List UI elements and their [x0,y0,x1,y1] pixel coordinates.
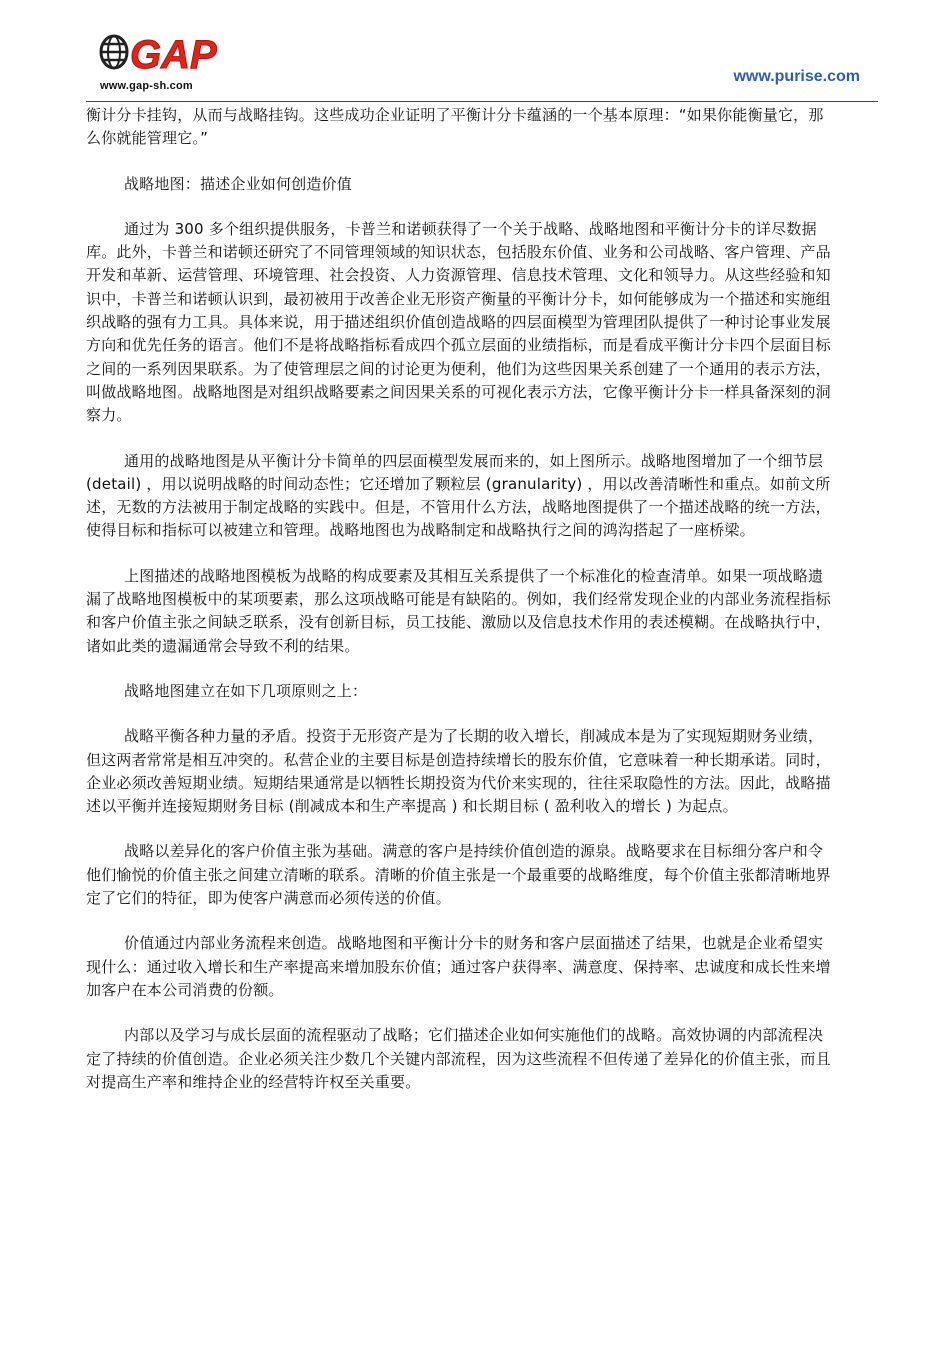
principle-paragraph: 价值通过内部业务流程来创造。战略地图和平衡计分卡的财务和客户层面描述了结果，也就是企业希望实现什么：通过收入增长和生产率提高来增加股东价值；通过客户获得率、满意度、保持率、忠诚度和成长性来增加客户在本公司消费的份额。 [86,934,831,999]
section-heading: 战略地图：描述企业如何创造价值 [124,174,353,193]
principle-paragraph: 战略以差异化的客户价值主张为基础。满意的客户是持续价值创造的源泉。战略要求在目标细分客户和令他们愉悦的价值主张之间建立清晰的联系。清晰的价值主张是一个最重要的战略维度，每个价值主张都清晰地界定了它们的特征，即为使客户满意而必须传送的价值。 [86,842,831,908]
paragraph: 上图描述的战略地图模板为战略的构成要素及其相互关系提供了一个标准化的检查清单。如果一项战略遗漏了战略地图模板中的某项要素，那么这项战略可能是有缺陷的。例如，我们经常发现企业的内部业务流程指标和客户价值主张之间缺乏联系，没有创新目标，员工技能、激励以及信息技术作用的表述模糊。在战略执行中，诸如此类的遗漏通常会导致不利的结果。 [86,566,831,655]
principles-intro: 战略地图建立在如下几项原则之上： [124,681,368,700]
principle-paragraph: 内部以及学习与成长层面的流程驱动了战略；它们描述企业如何实施他们的战略。高效协调的内部流程决定了持续的价值创造。企业必须关注少数几个关键内部流程，因为这些流程不但传递了差异化的价值主张，而且对提高生产率和维持企业的经营特许权至关重要。 [86,1026,831,1091]
document-body [86,104,831,1116]
paragraph-continued: 衡计分卡挂钩，从而与战略挂钩。这些成功企业证明了平衡计分卡蕴涵的一个基本原理：“如果你能衡量它，那么你就能管理它。” [86,106,824,148]
paragraph: 通过为 300 多个组织提供服务，卡普兰和诺顿获得了一个关于战略、战略地图和平衡计分卡的详尽数据库。此外，卡普兰和诺顿还研究了不同管理领域的知识状态，包括股东价值、业务和公司战略、客户管理、产品开发和革新、运营管理、环境管理、社会投资、人力资源管理、信息技术管理、文化和领导力。从这些经验和知识中，卡普兰和诺顿认识到，最初被用于改善企业无形资产衡量的平衡计分卡，如何能够成为一个描述和实施组织战略的强有力工具。具体来说，用于描述组织价值创造战略的四层面模型为管理团队提供了一种讨论事业发展方向和优先任务的语言。他们不是将战略指标看成四个孤立层面的业绩指标，而是看成平衡计分卡四个层面目标之间的一系列因果联系。为了使管理层之间的讨论更为便利，他们为这些因果关系创建了一个通用的表示方法，叫做战略地图。战略地图是对组织战略要素之间因果关系的可视化表示方法，它像平衡计分卡一样具备深刻的洞察力。 [86,219,831,425]
logo-url[interactable]: www.gap-sh.com [100,80,193,92]
site-url-link[interactable]: www.purise.com [733,68,860,85]
globe-icon [101,36,127,68]
header-divider [86,101,878,102]
page-header [0,0,950,104]
paragraph: 通用的战略地图是从平衡计分卡简单的四层面模型发展而来的，如上图所示。战略地图增加了一个细节层 (detail) ，用以说明战略的时间动态性；它还增加了颗粒层 (granularity) ，用以改善清晰性和重点。如前文所述，无数的方法被用于制定战略的实践中。但是，不管用什么方法，战略地图提供了一个描述战略的统一方法，使得目标和指标可以被建立和管理。战略地图也为战略制定和战略执行之间的鸿沟搭起了一座桥梁。 [86,451,831,540]
principle-paragraph: 战略平衡各种力量的矛盾。投资于无形资产是为了长期的收入增长，削减成本是为了实现短期财务业绩，但这两者常常是相互冲突的。私营企业的主要目标是创造持续增长的股东价值，它意味着一种长期承诺。同时，企业必须改善短期业绩。短期结果通常是以牺牲长期投资为代价来实现的，往往采取隐性的方法。因此，战略描述以平衡并连接短期财务目标 (削减成本和生产率提高 ) 和长期目标 ( 盈利收入的增长 ) 为起点。 [86,727,831,816]
logo-text: GAP [130,33,217,77]
